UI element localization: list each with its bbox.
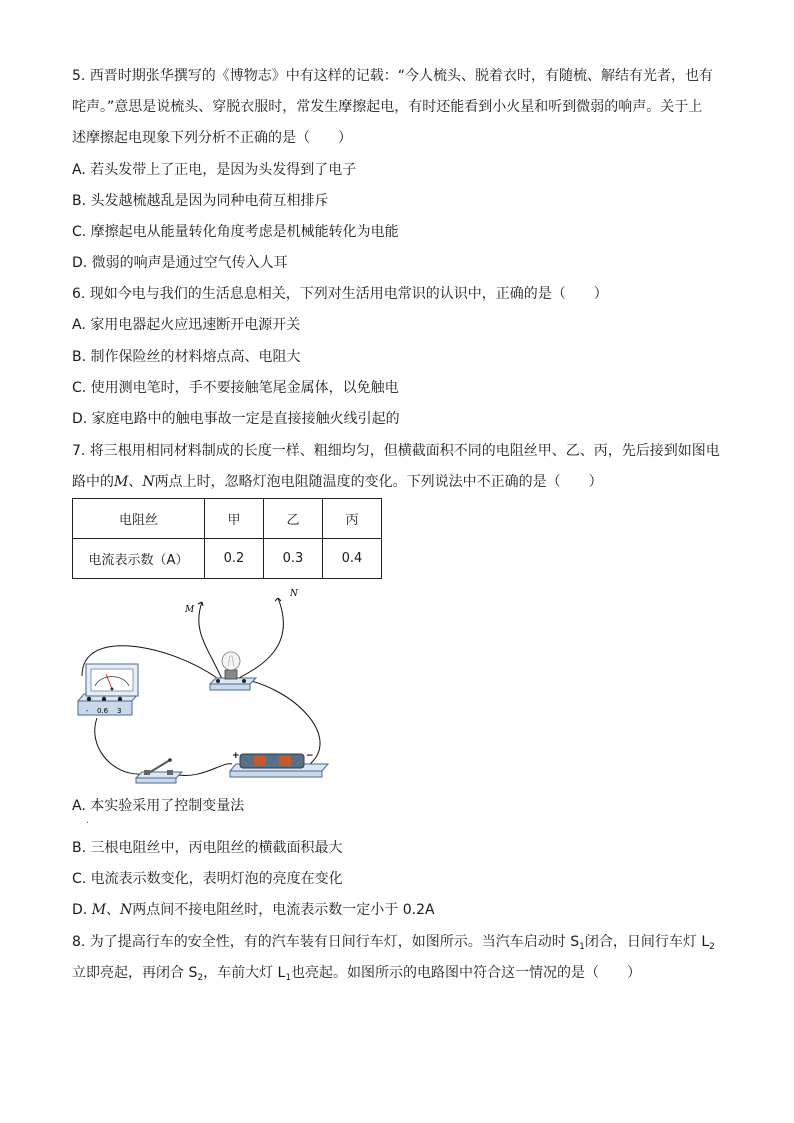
q6-option-a: A. 家用电器起火应迅速断开电源开关 bbox=[72, 317, 301, 333]
q8-text: 8. 为了提高行车的安全性，有的汽车装有日间行车灯，如图所示。当汽车启动时 S bbox=[72, 934, 580, 950]
circuit-diagram bbox=[72, 586, 342, 786]
subscript: 2 bbox=[709, 942, 715, 952]
q8-text: 立即亮起，再闭合 S bbox=[72, 965, 198, 981]
battery-icon bbox=[230, 751, 328, 777]
q7-stem-line2 bbox=[72, 472, 603, 492]
table-cell: 0.3 bbox=[264, 539, 323, 579]
q7-option-d-prefix: D. bbox=[72, 902, 92, 918]
q5-option-d: D. 微弱的响声是通过空气传入人耳 bbox=[72, 255, 288, 271]
table-header-cell: 甲 bbox=[205, 499, 264, 539]
ammeter-terminal-3: 3 bbox=[117, 707, 122, 715]
q7-option-d-text: 两点间不接电阻丝时，电流表示数一定小于 0.2A bbox=[132, 902, 435, 918]
q7-option-d-sep: 、 bbox=[106, 902, 121, 918]
bulb-icon bbox=[210, 652, 256, 690]
table-row bbox=[73, 539, 382, 579]
q5-option-a: A. 若头发带上了正电，是因为头发得到了电子 bbox=[72, 162, 357, 178]
table-header-row bbox=[73, 499, 382, 539]
q5-option-c: C. 摩擦起电从能量转化角度考虑是机械能转化为电能 bbox=[72, 224, 399, 240]
q8-text: 也亮起。如图所示的电路图中符合这一情况的是（ ） bbox=[291, 965, 642, 981]
ammeter-terminal-neg: - bbox=[86, 707, 89, 715]
q5-stem-line3: 述摩擦起电现象下列分析不正确的是（ ） bbox=[72, 130, 352, 146]
q5-option-b: B. 头发越梳越乱是因为同种电荷互相排斥 bbox=[72, 193, 329, 209]
q5-stem-line1: 5. 西晋时期张华撰写的《博物志》中有这样的记载：“今人梳头、脱着衣时，有随梳、解结有光者，也有 bbox=[72, 68, 714, 84]
subscript: 2 bbox=[197, 973, 204, 983]
wire-to-m bbox=[199, 602, 222, 679]
q6-option-b: B. 制作保险丝的材料熔点高、电阻大 bbox=[72, 349, 301, 365]
arrow-icon bbox=[275, 598, 281, 601]
point-n-label: N bbox=[120, 902, 133, 918]
q7-option-c: C. 电流表示数变化，表明灯泡的亮度在变化 bbox=[72, 871, 343, 887]
q8-text: ，车前大灯 L bbox=[203, 965, 286, 981]
wire-to-n bbox=[237, 598, 283, 679]
q7-stem-sep: 、 bbox=[128, 474, 143, 490]
ammeter bbox=[78, 664, 138, 715]
q7-option-b: B. 三根电阻丝中，丙电阻丝的横截面积最大 bbox=[72, 840, 343, 856]
table-header-cell: 乙 bbox=[264, 499, 323, 539]
q7-option-a: A. 本实验采用了控制变量法 bbox=[72, 798, 245, 814]
table-header-cell: 电阻丝 bbox=[73, 499, 205, 539]
q8-stem-line2 bbox=[72, 963, 641, 988]
point-m-label: M bbox=[91, 902, 107, 918]
switch-icon bbox=[136, 758, 182, 783]
table-row-label: 电流表示数（A） bbox=[73, 539, 205, 579]
table-header-cell: 丙 bbox=[323, 499, 382, 539]
q6-stem-line1: 6. 现如今电与我们的生活息息相关，下列对生活用电常识的认识中，正确的是（ ） bbox=[72, 286, 608, 302]
terminal-m-label: M bbox=[185, 605, 195, 615]
q5-stem-line2: 咤声。”意思是说梳头、穿脱衣服时，常发生摩擦起电，有时还能看到小火星和听到微弱的响声。关于上 bbox=[72, 99, 703, 115]
resistance-wire-table bbox=[72, 498, 382, 579]
ammeter-terminal-0-6: 0.6 bbox=[97, 707, 109, 715]
q6-option-c: C. 使用测电笔时，手不要接触笔尾金属体，以免触电 bbox=[72, 380, 399, 396]
stray-dot: · bbox=[86, 818, 90, 829]
subscript: 1 bbox=[579, 942, 585, 952]
q8-text: 闭合，日间行车灯 L bbox=[584, 934, 710, 950]
point-n-label: N bbox=[142, 474, 155, 490]
terminal-n-label: N bbox=[290, 589, 298, 599]
q6-option-d: D. 家庭电路中的触电事故一定是直接接触火线引起的 bbox=[72, 411, 400, 427]
subscript: 1 bbox=[285, 973, 292, 983]
q7-stem-post: 两点上时，忽略灯泡电阻随温度的变化。下列说法中不正确的是（ ） bbox=[154, 474, 603, 490]
q7-stem-line1: 7. 将三根用相同材料制成的长度一样、粗细均匀，但横截面积不同的电阻丝甲、乙、丙，先后接到如图电 bbox=[72, 443, 720, 459]
table-cell: 0.2 bbox=[205, 539, 264, 579]
q8-stem-line1 bbox=[72, 932, 715, 957]
wire bbox=[95, 718, 142, 774]
table-cell: 0.4 bbox=[323, 539, 382, 579]
q7-stem-pre: 路中的 bbox=[72, 474, 114, 490]
battery-plus-label: + bbox=[232, 751, 240, 761]
q7-option-d bbox=[72, 900, 435, 920]
point-m-label: M bbox=[114, 474, 129, 490]
battery-minus-label: − bbox=[306, 751, 314, 761]
wire bbox=[172, 764, 232, 776]
